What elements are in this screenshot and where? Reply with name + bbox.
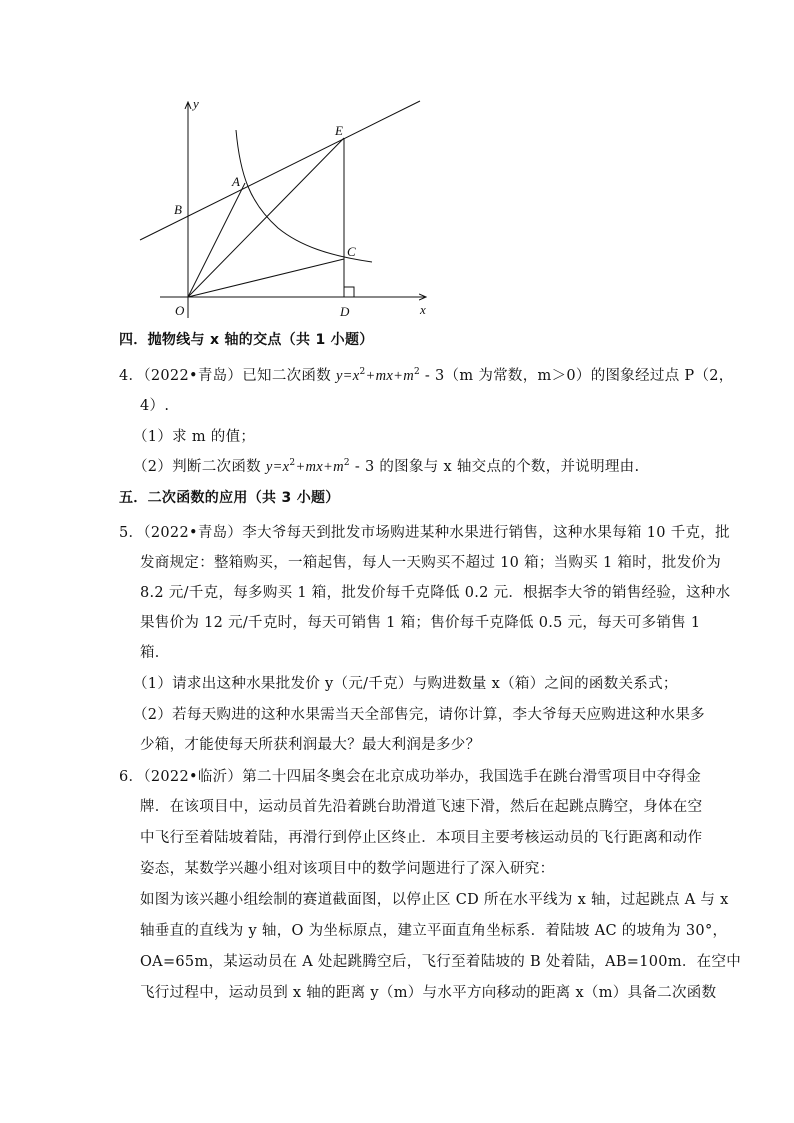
section-5-heading: 五．二次函数的应用（共 3 小题）: [119, 490, 340, 506]
q4-eq-mid: +mx+m: [365, 368, 414, 384]
q4-sub-2: [133, 457, 639, 477]
hyperbola-curve: [236, 130, 372, 262]
q4-eq-mid: +mx+m: [295, 459, 344, 475]
figure-svg: [130, 92, 440, 324]
q6-line-6: 轴垂直的直线为 y 轴，O 为坐标原点，建立平面直角坐标系．着陆坡 AC 的坡角为 30°，: [140, 923, 728, 939]
q4-line-2: 4）.: [140, 398, 170, 414]
q4-exp: 2: [343, 458, 350, 469]
q5-line-5: 箱．: [140, 645, 170, 661]
q4-exp: 2: [359, 367, 366, 378]
right-angle-mark: [344, 287, 354, 297]
q4-text: - 3 的图象与 x 轴交点的个数，并说明理由.: [349, 459, 640, 475]
q6-line-2: 牌．在该项目中，运动员首先沿着跳台助滑道飞速下滑，然后在起跳点腾空，身体在空: [140, 799, 703, 815]
q6-line-1: 6．（2022•临沂）第二十四届冬奥会在北京成功举办，我国选手在跳台滑雪项目中夺得金: [119, 769, 702, 785]
label-C: C: [347, 244, 356, 259]
section-4-heading: 四．抛物线与 x 轴的交点（共 1 小题）: [119, 332, 374, 348]
q4-exp: 2: [289, 458, 296, 469]
q6-line-4: 姿态，某数学兴趣小组对该项目中的数学问题进行了深入研究：: [140, 861, 555, 877]
q4-text: （2）判断二次函数: [133, 459, 266, 475]
segment-OA: [188, 183, 245, 297]
q5-line-4: 果售价为 12 元/千克时，每天可销售 1 箱；售价每千克降低 0.5 元，每天可多销售 1: [140, 615, 701, 631]
q4-text: - 3（m 为常数，m＞0）的图象经过点 P（2，: [420, 368, 734, 384]
q5-sub-2b: 少箱，才能使每天所获利润最大？最大利润是多少？: [140, 737, 481, 753]
q6-line-7: OA=65m，某运动员在 A 处起跳腾空后，飞行至着陆坡的 B 处着陆，AB=100m．在空中: [140, 954, 742, 970]
label-O: O: [175, 303, 185, 318]
q6-line-5: 如图为该兴趣小组绘制的赛道截面图，以停止区 CD 所在水平线为 x 轴，过起跳点 A 与 x: [140, 892, 729, 908]
q5-line-2: 发商规定：整箱购买，一箱起售，每人一天购买不超过 10 箱；当购买 1 箱时，批发价为: [140, 555, 722, 571]
q5-sub-2a: （2）若每天购进的这种水果需当天全部售完，请你计算，李大爷每天应购进这种水果多: [133, 707, 705, 723]
q4-eq: y=x: [335, 368, 360, 384]
q4-exp: 2: [413, 367, 421, 378]
segment-OE: [188, 138, 344, 297]
label-E: E: [335, 123, 343, 138]
segment-OC: [188, 259, 344, 297]
q4-line-1: [119, 366, 734, 386]
q4-text: 4．（2022•青岛）已知二次函数: [119, 368, 336, 384]
geometry-figure: [130, 92, 440, 324]
label-A: A: [232, 174, 240, 189]
q6-line-3: 中飞行至着陆坡着陆，再滑行到停止区终止．本项目主要考核运动员的飞行距离和动作: [140, 830, 703, 846]
q4-sub-1: （1）求 m 的值；: [133, 429, 256, 445]
label-B: B: [174, 202, 182, 217]
label-y: y: [193, 96, 199, 111]
q5-line-3: 8.2 元/千克，每多购买 1 箱，批发价每千克降低 0.2 元．根据李大爷的销售经验，这种水: [140, 585, 731, 601]
line-BE: [140, 101, 420, 240]
q5-sub-1: （1）请求出这种水果批发价 y（元/千克）与购进数量 x（箱）之间的函数关系式；: [133, 676, 678, 692]
q4-eq: y=x: [265, 459, 290, 475]
q6-line-8: 飞行过程中，运动员到 x 轴的距离 y（m）与水平方向移动的距离 x（m）具备二次函数: [140, 985, 717, 1001]
label-D: D: [340, 304, 350, 319]
label-x: x: [420, 302, 426, 317]
q5-line-1: 5．（2022•青岛）李大爷每天到批发市场购进某种水果进行销售，这种水果每箱 10 千克，批: [119, 525, 730, 541]
